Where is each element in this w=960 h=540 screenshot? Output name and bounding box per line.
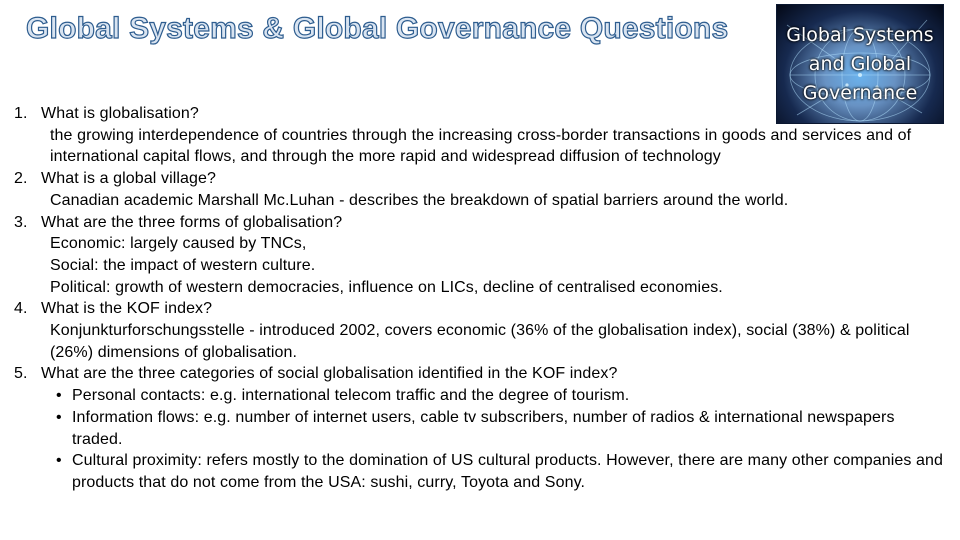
answer-text: Canadian academic Marshall Mc.Luhan - describes the breakdown of spatial barriers around the world.	[50, 191, 789, 209]
page-title: Global Systems & Global Governance Questions	[26, 12, 729, 45]
answer-text: the growing interdependence of countries through the increasing cross-border transactions in goods and services and of international capital flows, and through the more rapid and widespread diffusion of technology	[50, 126, 912, 166]
logo-line: Global Systems	[786, 24, 934, 46]
question-text: What are the three forms of globalisation?	[41, 213, 343, 231]
question-number: 5.	[14, 365, 28, 383]
question-list	[14, 103, 949, 494]
question-item	[14, 212, 949, 234]
bullet-item	[14, 407, 949, 450]
bullet-text: Personal contacts: e.g. international telecom traffic and the degree of tourism.	[72, 387, 630, 405]
logo-caption	[777, 21, 943, 108]
question-text: What is globalisation?	[41, 105, 199, 122]
bullet-text: Information flows: e.g. number of internet users, cable tv subscribers, number of radios & international newspapers traded.	[72, 408, 895, 448]
answer-text: Economic: largely caused by TNCs,	[50, 235, 307, 253]
question-number: 4.	[14, 300, 28, 318]
logo-line: Governance	[802, 82, 918, 104]
question-text: What are the three categories of social globalisation identified in the KOF index?	[41, 365, 618, 383]
bullet-icon: •	[56, 408, 62, 426]
answer-text: Social: the impact of western culture.	[50, 256, 316, 274]
bullet-item	[14, 385, 949, 407]
answer-text: Konjunkturforschungsstelle - introduced 2002, covers economic (36% of the globalisation index), social (38%) & political (26%) dimensions of globalisation.	[50, 322, 910, 361]
question-text: What is a global village?	[41, 170, 217, 188]
bullet-icon: •	[56, 387, 62, 405]
question-number: 3.	[14, 213, 28, 231]
question-number: 2.	[14, 170, 28, 188]
bullet-icon: •	[56, 452, 62, 470]
question-text: What is the KOF index?	[41, 300, 213, 318]
answer-text: Political: growth of western democracies, influence on LICs, decline of centralised economies.	[50, 278, 723, 296]
bullet-text: Cultural proximity: refers mostly to the domination of US cultural products. However, there are many other companies and products that do not come from the USA: sushi, curry, Toyota and Sony.	[72, 452, 944, 491]
question-number: 1.	[14, 105, 28, 122]
question-item	[14, 363, 949, 385]
question-item	[14, 168, 949, 190]
question-item	[14, 103, 949, 125]
bullet-item	[14, 450, 949, 493]
question-item	[14, 298, 949, 320]
logo-line: and Global	[808, 53, 912, 75]
